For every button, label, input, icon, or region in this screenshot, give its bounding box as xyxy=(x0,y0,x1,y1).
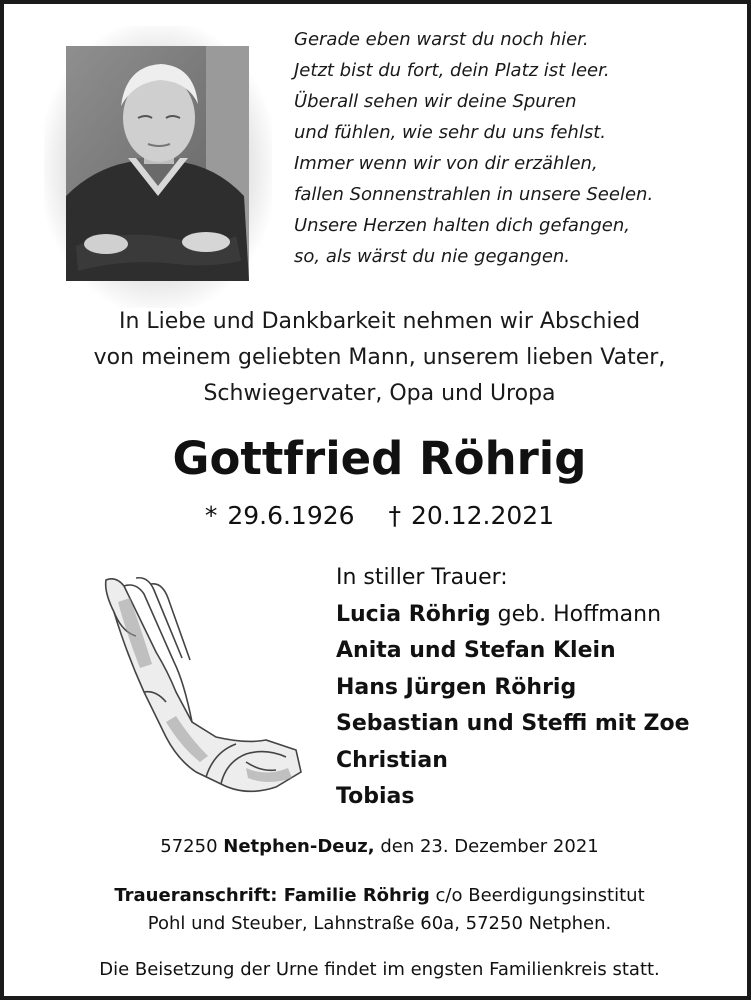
intro-line: Schwiegervater, Opa und Uropa xyxy=(203,381,556,406)
widow-name: Lucia Röhrig xyxy=(336,601,491,627)
portrait-photo xyxy=(66,46,249,281)
mourner-name: Tobias xyxy=(336,784,415,809)
widow-maiden-name: geb. Hoffmann xyxy=(490,601,662,627)
notice-date: den 23. Dezember 2021 xyxy=(374,836,599,857)
mourners-list xyxy=(336,560,736,816)
mourner-entry xyxy=(336,743,736,780)
poem-line: fallen Sonnenstrahlen in unsere Seelen. xyxy=(294,184,654,205)
mourner-name: Anita und Stefan Klein xyxy=(336,638,616,663)
poem-line: Immer wenn wir von dir erzählen, xyxy=(294,153,598,174)
address-line-2: Pohl und Steuber, Lahnstraße 60a, 57250 Netphen. xyxy=(147,913,612,934)
mourner-entry xyxy=(336,633,736,670)
mourner-entry xyxy=(336,779,736,816)
mourner-name: Sebastian und Steffi mit Zoe xyxy=(336,711,690,736)
town-name: Netphen-Deuz, xyxy=(223,836,375,857)
intro-line: In Liebe und Dankbarkeit nehmen wir Abschied xyxy=(118,309,641,334)
poem-line: Überall sehen wir deine Spuren xyxy=(294,91,577,112)
deceased-name: Gottfried Röhrig xyxy=(172,432,587,485)
poem xyxy=(294,24,734,272)
address-label: Traueranschrift: Familie Röhrig xyxy=(114,885,430,906)
address-care-of: c/o Beerdigungsinstitut xyxy=(429,885,645,906)
poem-line: und fühlen, wie sehr du uns fehlst. xyxy=(294,122,606,143)
poem-line: Unsere Herzen halten dich gefangen, xyxy=(294,215,630,236)
mourner-widow xyxy=(336,597,736,634)
poem-line: Jetzt bist du fort, dein Platz ist leer. xyxy=(294,60,610,81)
life-dates xyxy=(4,501,751,530)
portrait-frame xyxy=(44,26,272,308)
mourning-address xyxy=(4,882,751,938)
birth-date: * 29.6.1926 xyxy=(204,501,355,530)
death-date: † 20.12.2021 xyxy=(388,501,555,530)
mourner-entry xyxy=(336,706,736,743)
intro-line: von meinem geliebten Mann, unserem lieben Vater, xyxy=(93,345,666,370)
address-line-1 xyxy=(4,882,751,910)
mourners-heading: In stiller Trauer: xyxy=(336,565,508,590)
praying-hands-icon xyxy=(96,572,306,802)
funeral-note: Die Beisetzung der Urne findet im engsten Familienkreis statt. xyxy=(99,959,660,980)
place-and-date xyxy=(4,836,751,857)
intro-text xyxy=(4,304,751,412)
poem-line: so, als wärst du nie gegangen. xyxy=(294,246,571,267)
mourner-name: Christian xyxy=(336,747,448,773)
mourner-entry xyxy=(336,670,736,707)
portrait-image xyxy=(66,46,249,281)
postal-code: 57250 xyxy=(160,836,224,857)
poem-line: Gerade eben warst du noch hier. xyxy=(294,29,589,50)
mourner-name: Hans Jürgen Röhrig xyxy=(336,674,577,700)
